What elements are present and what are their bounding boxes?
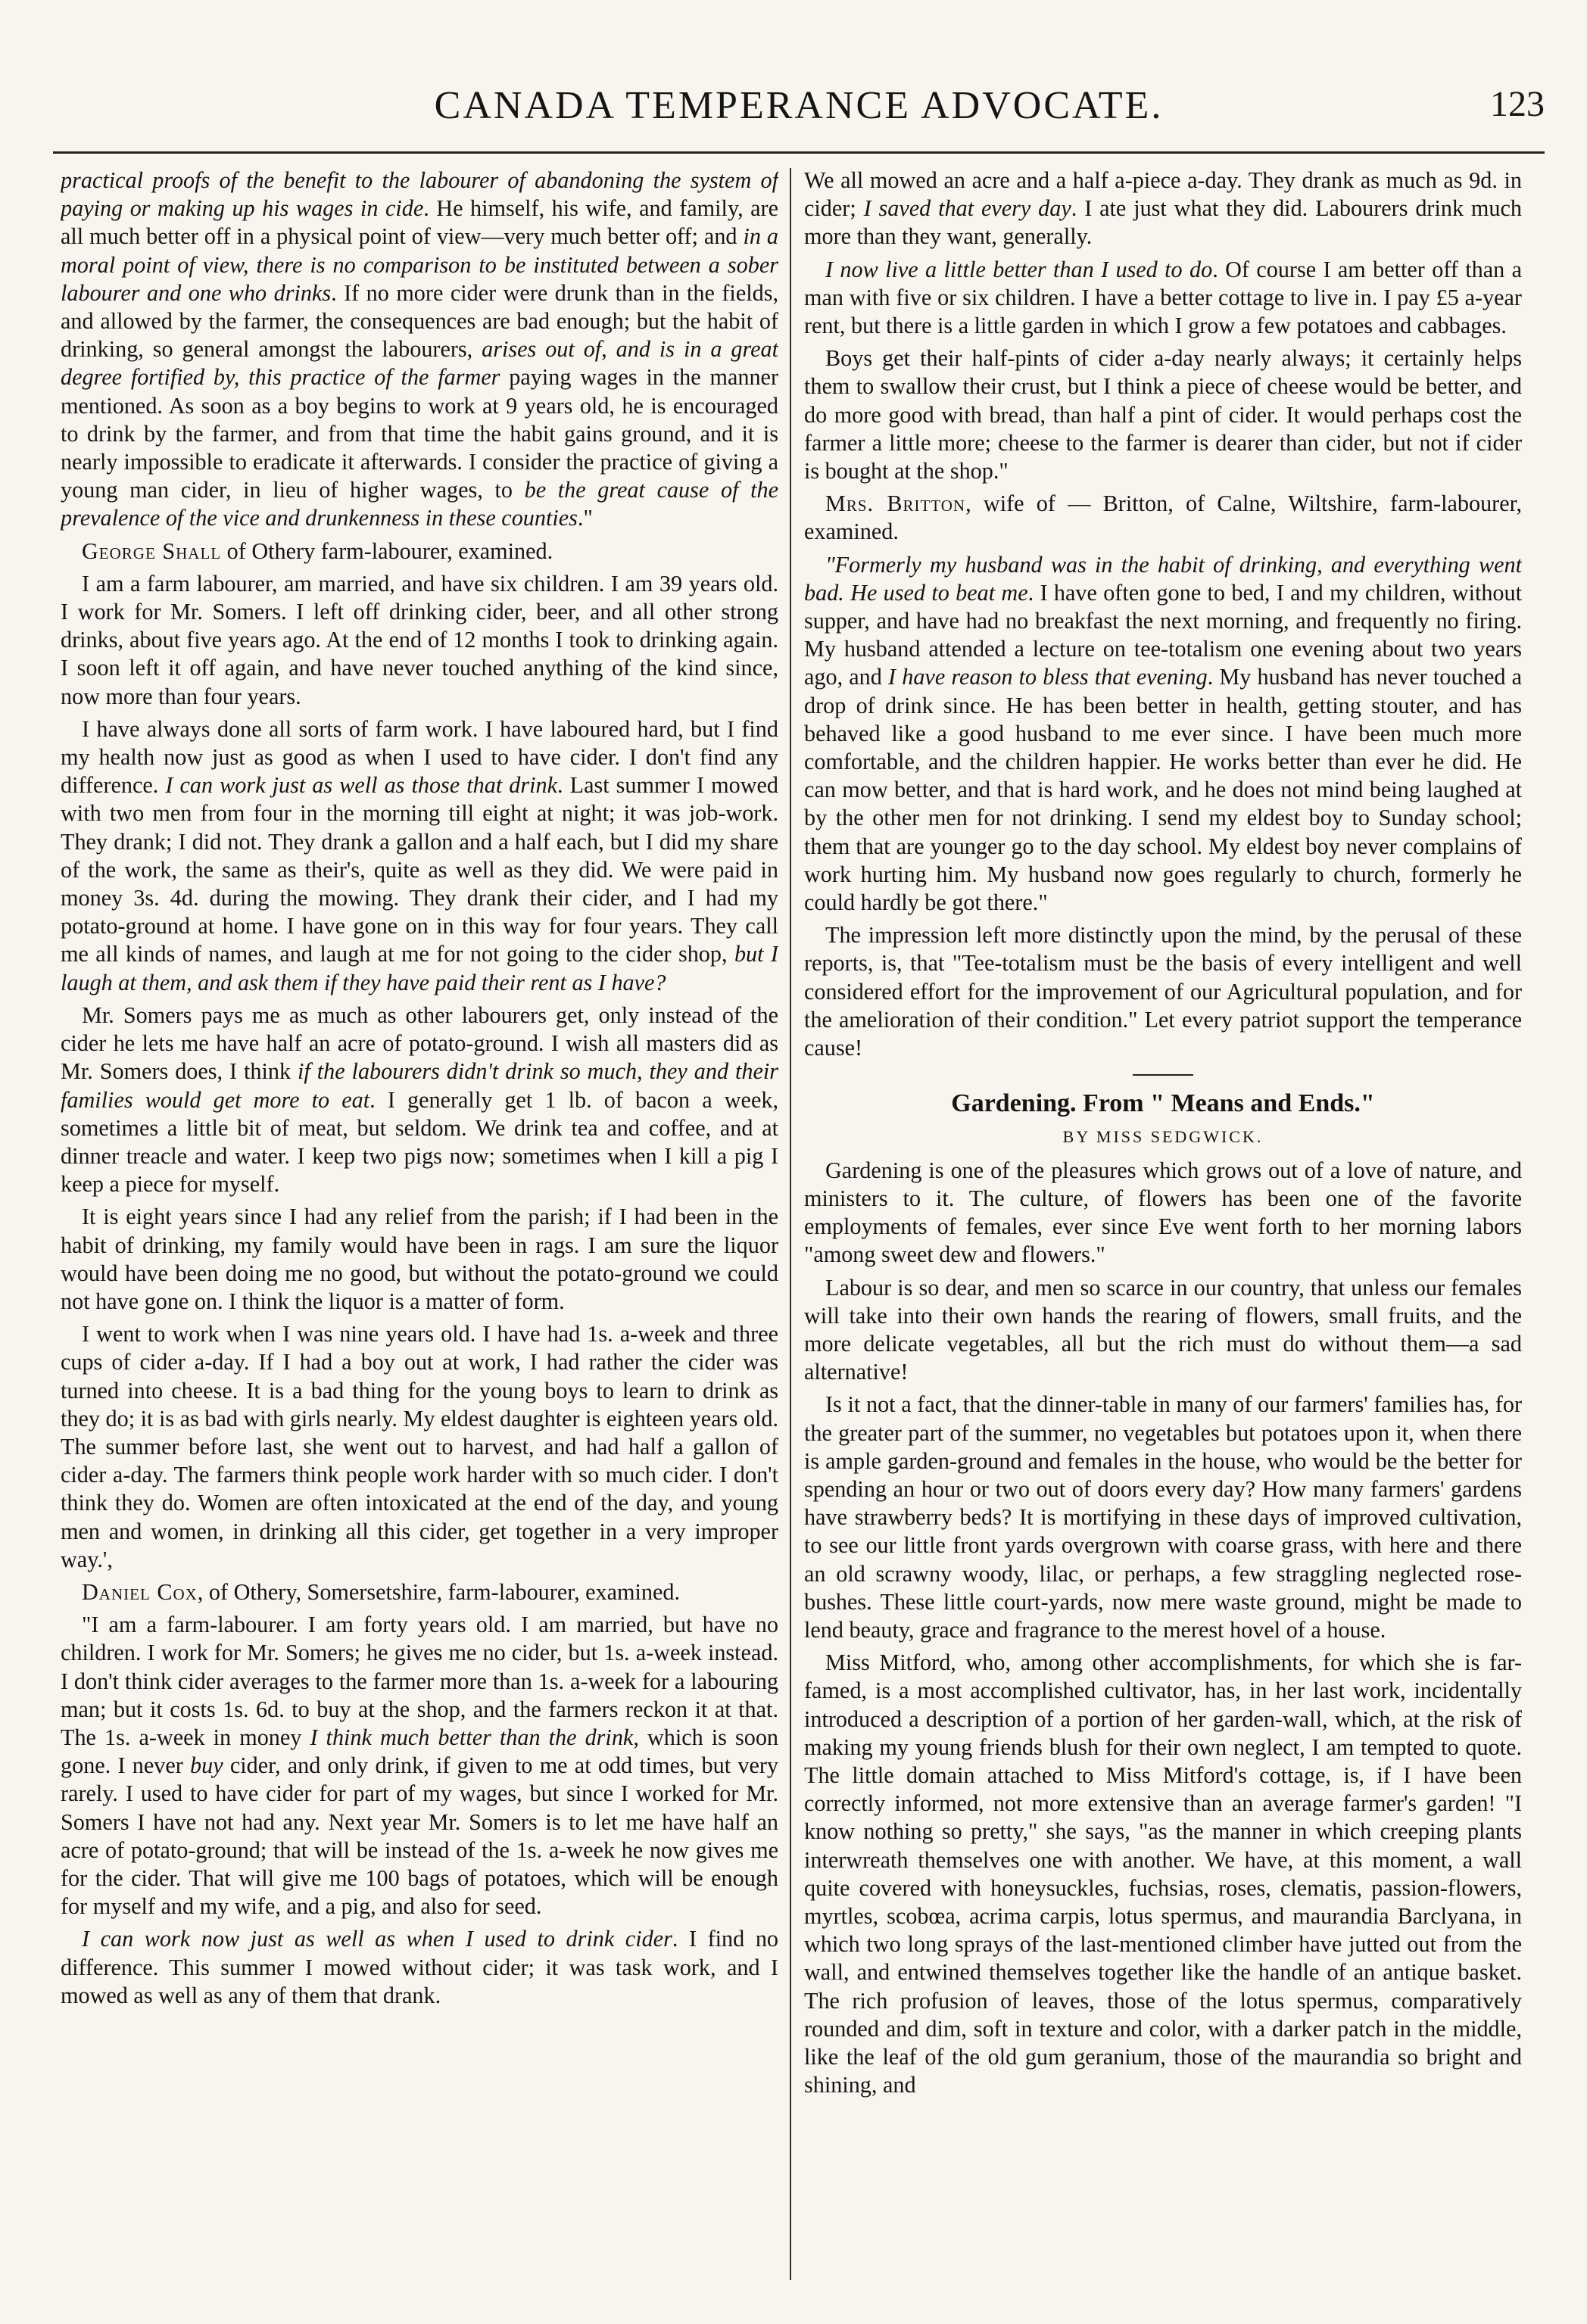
text: . My husband has never touched a drop of drink since. He has been better in health, getting stouter, and has behaved like a good husband to me ever since. I have been much more comfortable, and the children happier. He works better than ever he did. He can mow better, and that is hard work, and he does not mind being laughed at by the other men for not drinking. I send my eldest boy to Sunday school; them that are younger go to the day school. My eldest boy never complains of work hurting him. My husband now goes regularly to church, formerly he could hardly be got there." (804, 664, 1522, 916)
paragraph (61, 1002, 778, 1198)
text: . I find no difference. This summer I mowed without cider; it was task work, and I mowed as well as any of them that drank. (61, 1926, 778, 2008)
italic-text: I now live a little better than I used to do (825, 256, 1213, 282)
text: Mr. Somers pays me as much as other labourers get, only instead of the cider he lets me have half an acre of potato-ground. I wish all masters did as Mr. Somers does, I think (61, 1002, 778, 1085)
italic-text: practical proofs of the benefit to the labourer of abandoning the system of paying or making up his wages in cide (61, 167, 778, 222)
paragraph (61, 167, 778, 533)
italic-text: be the great cause of the prevalence of the vice and drunkenness in these counties (61, 477, 778, 531)
italic-text: I think much better than the drink (310, 1724, 634, 1750)
text: cider, and only drink, if given to me at odd times, but very rarely. I used to have cider for part of my wages, but since I worked for Mr. Somers I have not had any. Next year Mr. Somers is to let me have half an acre of potato-ground; that will be instead of the 1s. a-week he now gives me for the cider. That will give me 100 bags of potatoes, which will be enough for myself and my wife, and a pig, and also for seed. (61, 1752, 778, 1920)
italic-text: buy (190, 1752, 223, 1779)
paragraph: Miss Mitford, who, among other accomplishments, for which she is far-famed, is a most accomplished cultivator, has, in her last work, incidentally introduced a description of a portion of her garden-wall, which, at the risk of making my young friends blush for their own neglect, I am tempted to quote. The little domain attached to Miss Mitford's cottage, is, if I have been correctly informed, not more extensive than an average farmer's garden! "I know nothing so pretty," she says, "as the manner in which creeping plants interwreath themselves one with another. We have, at this moment, a wall quite covered with honeysuckles, fuchsias, roses, clematis, passion-flowers, myrtles, scobœa, acrima carpis, lotus spermus, and maurandia Barclyana, in which two long sprays of the last-mentioned climber have jutted out from the wall, and entwined themselves together like the handle of an antique basket. The rich profusion of leaves, those of the lotus spermus, comparatively rounded and dim, soft in texture and color, with a darker patch in the middle, like the leaf of the old gum geranium, those of the maurandia so bright and shining, and (804, 1650, 1522, 2098)
text: . Last summer I mowed with two men from four in the morning till eight at night; it was job-work. They drank; I did not. They drank a gallon and a half each, but I did my share of the work, the same as their's, quite as well as they did. We were paid in money 3s. 4d. during the mowing. They drank their cider, and I had my potato-ground at home. I have gone on in this way for four years. They call me all kinds of names, and laugh at me for not going to the cider shop, (61, 772, 778, 967)
page-header (53, 73, 1545, 139)
text: I have always done all sorts of farm work. I have laboured hard, but I find my health now just as good as when I used to have cider. I don't find any difference. (61, 715, 778, 799)
left-column (61, 167, 778, 2294)
paragraph (61, 1611, 778, 1921)
text: . I have often gone to bed, I and my children, without supper, and have had no breakfast the next morning, and frequently no firing. My husband attended a lecture on tee-totalism one evening about two years ago, and (804, 579, 1522, 690)
text: . I generally get 1 lb. of bacon a week, sometimes a little bit of meat, but seldom. We drink tea and coffee, and at dinner treacle and water. I keep two pigs now; sometimes when I kill a pig I keep a piece for myself. (61, 1086, 778, 1198)
witness-heading (61, 1578, 778, 1606)
page-number: 123 (1490, 84, 1545, 124)
paragraph: Gardening is one of the pleasures which grows out of a love of nature, and ministers to it. The culture, of flowers has been one of the favorite employments of females, ever since Eve went forth to her morning labors "among sweet dew and flowers." (804, 1157, 1522, 1268)
italic-text: arises out of, and is in a great degree fortified by, this practice of the farmer (61, 336, 778, 391)
paragraph: I am a farm labourer, am married, and have six children. I am 39 years old. I work for Mr. Somers. I left off drinking cider, beer, and all other strong drinks, about five years ago. At the end of 12 months I took to drinking again. I soon left it off again, and have never touched anything of the kind since, now more than four years. (61, 570, 778, 709)
italic-text: if the labourers didn't drink so much, they and their families would get more to eat (61, 1058, 778, 1113)
section-rule (1133, 1074, 1193, 1076)
italic-text: "Formerly my husband was in the habit of drinking, and everything went bad. He used to beat me (804, 551, 1522, 606)
witness-name: Mrs. Britton (825, 491, 966, 517)
paragraph: Boys get their half-pints of cider a-day nearly always; it certainly helps them to swallow their crust, but I think a piece of cheese would be better, and do more good with bread, than half a pint of cider. It would perhaps cost the farmer a little more; cheese to the farmer is dearer than cider, but not if cider is bought at the shop." (804, 345, 1522, 484)
text: , of Othery, Somersetshire, farm-labourer, examined. (197, 1578, 681, 1605)
italic-text: I can work just as well as those that drink (165, 772, 558, 799)
italic-text: I saved that every day (863, 195, 1071, 222)
text: We all mowed an acre and a half a-piece a-day. They drank as much as 9d. in cider; (804, 167, 1522, 222)
paragraph (804, 167, 1522, 251)
text: ." (577, 505, 593, 531)
italic-text: in a moral point of view, there is no comparison to be instituted between a sober labourer and one who drinks (61, 223, 778, 306)
text: , which is soon gone. I never (61, 1724, 778, 1779)
paragraph: Is it not a fact, that the dinner-table in many of our farmers' families has, for the greater part of the summer, no vegetables but potatoes upon it, when there is ample garden-ground and females in the house, who would be the better for spending an hour or two out of doors every day? How many farmers' gardens have strawberry beds? It is mortifying in these days of improved cultivation, to see our little front yards overgrown with coarse grass, with here and there an old scrawny woody, lilac, or perhaps, a few straggling neglected rose-bushes. These little court-yards, now mere waste ground, might be made to lend beauty, grace and fragrance to the merest hovel of a house. (804, 1391, 1522, 1643)
paragraph: The impression left more distinctly upon the mind, by the perusal of these reports, is, that "Tee-totalism must be the basis of every intelligent and well considered effort for the improvement of our Agricultural population, and for the amelioration of their condition." Let every patriot support the temperance cause! (804, 922, 1522, 1061)
paragraph: Labour is so dear, and men so scarce in our country, that unless our females will take into their own hands the rearing of flowers, small fruits, and the more delicate vegetables, all but the rich must do without them—a sad alternative! (804, 1274, 1522, 1385)
right-column (804, 167, 1522, 2294)
text: "I am a farm-labourer. I am forty years old. I am married, but have no children. I work for Mr. Somers; he gives me no cider, but 1s. a-week instead. I don't think cider averages to the farmer more than 1s. a-week for a labouring man; but it costs 1s. 6d. to buy at the shop, and the farmers reckon it at that. The 1s. a-week in money (61, 1612, 778, 1750)
column-divider (790, 168, 791, 2280)
witness-heading (61, 537, 778, 565)
running-title: CANADA TEMPERANCE ADVOCATE. (434, 84, 1164, 127)
witness-name: George Shall (82, 537, 222, 564)
byline: BY MISS SEDGWICK. (1062, 1126, 1264, 1146)
section-title: Gardening. From " Means and Ends." (951, 1089, 1375, 1118)
italic-text: I can work now just as well as when I used to drink cider (82, 1926, 672, 1952)
paragraph: I went to work when I was nine years old. I have had 1s. a-week and three cups of cider a-day. If I had a boy out at work, I had rather the cider was turned into cheese. It is a bad thing for the young boys to learn to drink as they do; it is as bad with girls nearly. My eldest daughter is eighteen years old. The summer before last, she went out to harvest, and had half a gallon of cider a-day. The farmers think people work harder with so much cider. I don't think they do. Women are often intoxicated at the end of the day, and young men and women, in drinking all this cider, get together in a very improper way.', (61, 1321, 778, 1572)
header-rule (53, 151, 1545, 154)
text: . I ate just what they did. Labourers drink much more than they want, generally. (804, 195, 1522, 250)
paragraph: It is eight years since I had any relief from the parish; if I had been in the habit of drinking, my family would have been in rags. I am sure the liquor would have been doing me no good, but without the potato-ground we could not have gone on. I think the liquor is a matter of form. (61, 1204, 778, 1314)
text: . If no more cider were drunk than in the fields, and allowed by the farmer, the consequences are bad enough; but the habit of drinking, so general amongst the labourers, (61, 279, 778, 363)
italic-text: I have reason to bless that evening (888, 664, 1208, 690)
paragraph (61, 715, 778, 997)
witness-name: Daniel Cox (82, 1578, 198, 1605)
italic-text: but I laugh at them, and ask them if they have paid their rent as I have? (61, 941, 778, 995)
text: of Othery farm-labourer, examined. (221, 537, 553, 564)
paragraph (804, 551, 1522, 917)
text: paying wages in the manner mentioned. As soon as a boy begins to work at 9 years old, he is encouraged to drink by the farmer, and from that time the habit gains ground, and it is nearly impossible to eradicate it afterwards. I consider the practice of giving a young man cider, in lieu of higher wages, to (61, 364, 778, 503)
witness-heading (804, 490, 1522, 546)
text: . He himself, his wife, and family, are all much better off in a physical point of view—very much better off; and (61, 195, 778, 250)
paragraph (804, 256, 1522, 341)
text: , wife of — Britton, of Calne, Wiltshire, farm-labourer, examined. (804, 491, 1522, 545)
text: . Of course I am better off than a man with five or six children. I have a better cottage to live in. I pay £5 a-year rent, but there is a little garden in which I grow a few potatoes and cabbages. (804, 256, 1522, 339)
paragraph (61, 1925, 778, 2010)
